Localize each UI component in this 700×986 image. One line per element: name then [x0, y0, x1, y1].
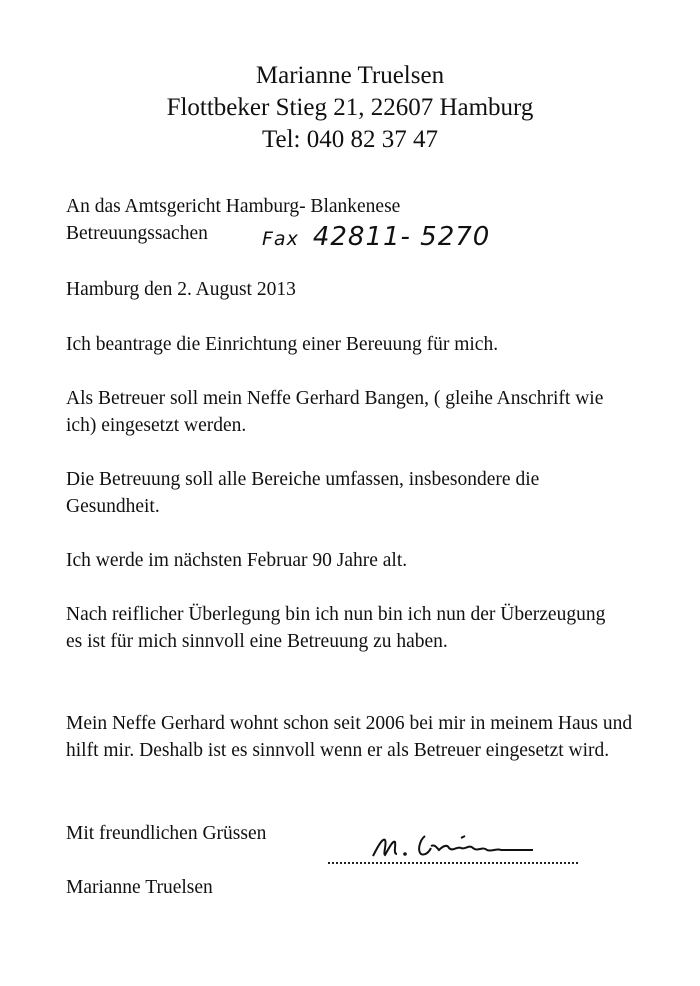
fax-label: Fax	[262, 228, 299, 250]
closing-greeting: Mit freundlichen Grüssen	[66, 823, 267, 844]
handwritten-fax-note	[262, 222, 490, 252]
sender-address: Flottbeker Stieg 21, 22607 Hamburg	[166, 94, 534, 121]
signature-line	[328, 862, 578, 864]
sender-name: Marianne Truelsen	[255, 62, 445, 89]
paragraph-caretaker: Als Betreuer soll mein Neffe Gerhard Bangen, ( gleihe Anschrift wie ich) eingesetzt werden.	[66, 388, 604, 436]
paragraph-scope: Die Betreuung soll alle Bereiche umfassen, insbesondere die Gesundheit.	[66, 469, 540, 517]
recipient-court: An das Amtsgericht Hamburg- Blankenese	[66, 196, 401, 217]
letter-date: Hamburg den 2. August 2013	[66, 279, 296, 300]
sender-phone: Tel: 040 82 37 47	[261, 126, 438, 153]
handwritten-signature	[365, 826, 555, 866]
paragraph-conviction: Nach reiflicher Überlegung bin ich nun bin ich nun der Überzeugung es ist für mich sinnvoll eine Betreuung zu haben.	[66, 604, 606, 652]
paragraph-request: Ich beantrage die Einrichtung einer Bereuung für mich.	[66, 334, 499, 355]
fax-number: 42811- 5270	[312, 222, 491, 252]
paragraph-age: Ich werde im nächsten Februar 90 Jahre alt.	[66, 550, 408, 571]
recipient-department: Betreuungssachen	[66, 223, 208, 244]
paragraph-reason: Mein Neffe Gerhard wohnt schon seit 2006 bei mir in meinem Haus und hilft mir. Deshalb ist es sinnvoll wenn er als Betreuer eingesetzt wird.	[66, 713, 633, 761]
letterhead	[0, 60, 700, 156]
signature-name: Marianne Truelsen	[66, 877, 213, 898]
